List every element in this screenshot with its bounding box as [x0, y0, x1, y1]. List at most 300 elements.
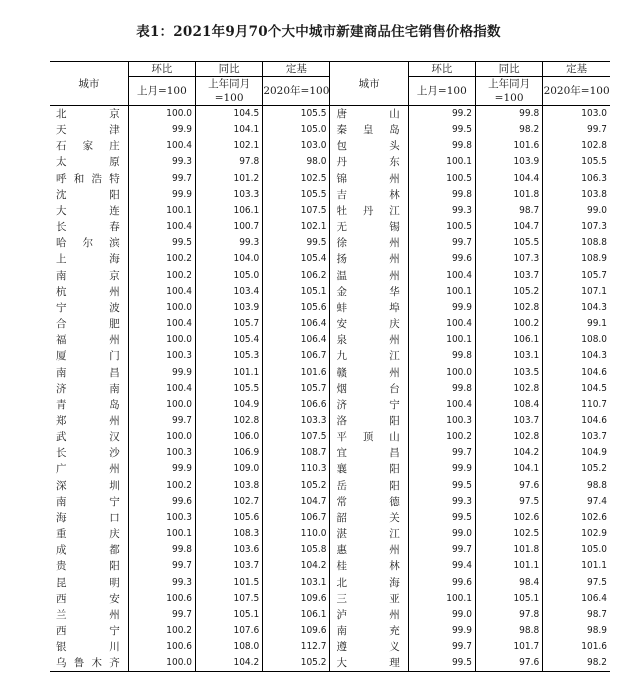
city-name: 三亚 — [330, 591, 408, 607]
mom-value: 100.1 — [408, 332, 475, 348]
fixed-value: 107.5 — [263, 203, 330, 219]
mom-value: 99.3 — [408, 494, 475, 510]
yoy-header-right: 同比 — [475, 62, 542, 77]
yoy-value: 103.4 — [196, 284, 263, 300]
mom-value: 99.4 — [408, 558, 475, 574]
fixed-header-left: 定基 — [263, 62, 330, 77]
mom-value: 99.7 — [128, 171, 195, 187]
city-name: 丹东 — [330, 154, 408, 170]
city-name: 重庆 — [56, 528, 120, 541]
fixed-value: 106.6 — [263, 397, 330, 413]
fixed-value: 103.1 — [263, 575, 330, 591]
city-name: 秦皇岛 — [330, 122, 408, 138]
fixed-value: 104.6 — [543, 413, 610, 429]
fixed-value: 107.1 — [543, 284, 610, 300]
fixed-value: 101.6 — [543, 639, 610, 655]
city-name: 牡丹江 — [330, 203, 408, 219]
mom-value: 100.4 — [128, 219, 195, 235]
fixed-value: 110.7 — [543, 397, 610, 413]
fixed-base-left: 2020年=100 — [263, 77, 330, 106]
table-row — [50, 542, 610, 558]
city-name: 南昌 — [56, 366, 120, 379]
table-row — [50, 639, 610, 655]
yoy-value: 105.5 — [196, 381, 263, 397]
table-row — [50, 171, 610, 187]
yoy-value: 102.8 — [196, 413, 263, 429]
city-name: 烟台 — [330, 381, 408, 397]
mom-value: 100.4 — [128, 284, 195, 300]
table-row — [50, 575, 610, 591]
fixed-value: 107.3 — [543, 219, 610, 235]
mom-base-left: 上月=100 — [128, 77, 195, 106]
yoy-value: 106.1 — [196, 203, 263, 219]
city-name: 湛江 — [330, 526, 408, 542]
city-name: 赣州 — [330, 365, 408, 381]
yoy-value: 105.1 — [196, 607, 263, 623]
yoy-value: 104.2 — [196, 655, 263, 672]
mom-value: 100.4 — [408, 397, 475, 413]
city-name: 天津 — [56, 124, 120, 137]
mom-value: 99.8 — [408, 348, 475, 364]
fixed-value: 110.3 — [263, 461, 330, 477]
fixed-value: 101.6 — [263, 365, 330, 381]
city-name: 宜昌 — [330, 445, 408, 461]
yoy-value: 106.1 — [475, 332, 542, 348]
yoy-value: 105.7 — [196, 316, 263, 332]
city-name: 襄阳 — [330, 461, 408, 477]
mom-value: 99.7 — [408, 639, 475, 655]
mom-value: 100.0 — [128, 106, 195, 123]
mom-value: 100.2 — [128, 268, 195, 284]
mom-value: 100.0 — [128, 397, 195, 413]
city-name: 北海 — [330, 575, 408, 591]
city-header-left: 城市 — [50, 62, 128, 106]
fixed-value: 112.7 — [263, 639, 330, 655]
yoy-value: 102.7 — [196, 494, 263, 510]
mom-value: 100.0 — [128, 300, 195, 316]
city-name: 银川 — [56, 641, 120, 654]
table-row — [50, 284, 610, 300]
table-row — [50, 122, 610, 138]
yoy-value: 105.5 — [475, 235, 542, 251]
fixed-value: 102.5 — [263, 171, 330, 187]
mom-value: 99.9 — [128, 461, 195, 477]
city-name: 徐州 — [330, 235, 408, 251]
fixed-value: 103.0 — [543, 106, 610, 123]
city-name: 上海 — [56, 253, 120, 266]
mom-value: 99.6 — [408, 575, 475, 591]
fixed-value: 104.9 — [543, 445, 610, 461]
table-row — [50, 429, 610, 445]
city-name: 北京 — [56, 108, 120, 120]
table-row — [50, 461, 610, 477]
yoy-value: 99.8 — [475, 106, 542, 123]
table-row — [50, 268, 610, 284]
city-name: 海口 — [56, 511, 120, 524]
mom-value: 100.5 — [408, 219, 475, 235]
city-name: 九江 — [330, 348, 408, 364]
yoy-value: 107.5 — [196, 591, 263, 607]
fixed-value: 98.9 — [543, 623, 610, 639]
city-name: 厦门 — [56, 350, 120, 363]
mom-value: 100.5 — [408, 171, 475, 187]
fixed-value: 108.7 — [263, 445, 330, 461]
mom-base-right: 上月=100 — [408, 77, 475, 106]
yoy-value: 105.3 — [196, 348, 263, 364]
mom-value: 100.2 — [128, 251, 195, 267]
city-name: 岳阳 — [330, 478, 408, 494]
city-name: 无锡 — [330, 219, 408, 235]
table-row — [50, 494, 610, 510]
mom-value: 99.3 — [128, 575, 195, 591]
yoy-value: 104.9 — [196, 397, 263, 413]
city-name: 昆明 — [56, 576, 120, 589]
city-name: 南充 — [330, 623, 408, 639]
fixed-value: 98.2 — [543, 655, 610, 672]
city-name: 韶关 — [330, 510, 408, 526]
city-name: 常德 — [330, 494, 408, 510]
city-name: 西宁 — [56, 625, 120, 637]
fixed-value: 102.1 — [263, 219, 330, 235]
fixed-base-right: 2020年=100 — [543, 77, 610, 106]
yoy-value: 103.1 — [475, 348, 542, 364]
table-row — [50, 591, 610, 607]
city-name: 宁波 — [56, 301, 120, 314]
yoy-value: 103.5 — [475, 365, 542, 381]
mom-value: 100.2 — [408, 429, 475, 445]
mom-value: 99.9 — [128, 365, 195, 381]
city-name: 西安 — [56, 592, 120, 605]
yoy-value: 101.7 — [475, 639, 542, 655]
fixed-value: 106.4 — [263, 332, 330, 348]
fixed-value: 101.1 — [543, 558, 610, 574]
fixed-value: 105.7 — [263, 381, 330, 397]
yoy-value: 101.1 — [475, 558, 542, 574]
city-name: 南京 — [56, 269, 120, 282]
city-name: 蚌埠 — [330, 300, 408, 316]
table-row — [50, 526, 610, 542]
city-name: 沈阳 — [56, 188, 120, 201]
table-row — [50, 397, 610, 413]
table-row — [50, 365, 610, 381]
yoy-value: 108.3 — [196, 526, 263, 542]
table-row — [50, 187, 610, 203]
mom-value: 99.9 — [408, 623, 475, 639]
fixed-value: 105.2 — [543, 461, 610, 477]
mom-value: 99.7 — [128, 558, 195, 574]
city-name: 金华 — [330, 284, 408, 300]
yoy-value: 102.8 — [475, 381, 542, 397]
fixed-value: 106.3 — [543, 171, 610, 187]
mom-value: 100.4 — [408, 268, 475, 284]
fixed-value: 106.4 — [263, 316, 330, 332]
fixed-value: 105.4 — [263, 251, 330, 267]
city-name: 泸州 — [330, 607, 408, 623]
fixed-value: 99.0 — [543, 203, 610, 219]
city-name: 兰州 — [56, 608, 120, 621]
yoy-value: 104.1 — [196, 122, 263, 138]
city-name: 太原 — [56, 156, 120, 169]
city-name: 贵阳 — [56, 560, 120, 573]
yoy-value: 106.9 — [196, 445, 263, 461]
table-row — [50, 154, 610, 170]
mom-value: 100.4 — [128, 138, 195, 154]
yoy-value: 104.0 — [196, 251, 263, 267]
mom-value: 99.5 — [128, 235, 195, 251]
fixed-value: 107.5 — [263, 429, 330, 445]
yoy-value: 105.2 — [475, 284, 542, 300]
mom-value: 99.5 — [408, 510, 475, 526]
mom-value: 100.4 — [128, 381, 195, 397]
mom-value: 100.1 — [408, 591, 475, 607]
fixed-value: 103.0 — [263, 138, 330, 154]
yoy-value: 101.5 — [196, 575, 263, 591]
fixed-value: 103.3 — [263, 413, 330, 429]
yoy-value: 101.2 — [196, 171, 263, 187]
mom-value: 100.4 — [128, 316, 195, 332]
yoy-value: 97.8 — [196, 154, 263, 170]
city-name: 南宁 — [56, 495, 120, 508]
price-index-table — [50, 61, 610, 672]
mom-value: 99.2 — [408, 106, 475, 123]
city-name: 合肥 — [56, 318, 120, 331]
fixed-value: 98.7 — [543, 607, 610, 623]
yoy-value: 101.8 — [475, 187, 542, 203]
mom-value: 100.2 — [128, 623, 195, 639]
yoy-value: 102.8 — [475, 429, 542, 445]
fixed-value: 105.1 — [263, 284, 330, 300]
mom-value: 99.8 — [408, 138, 475, 154]
yoy-value: 102.1 — [196, 138, 263, 154]
mom-value: 99.0 — [408, 607, 475, 623]
yoy-value: 97.6 — [475, 655, 542, 672]
mom-value: 99.7 — [408, 445, 475, 461]
city-name: 呼和浩特 — [56, 172, 120, 185]
mom-value: 100.1 — [128, 526, 195, 542]
mom-value: 99.8 — [408, 381, 475, 397]
table-row — [50, 203, 610, 219]
mom-value: 99.3 — [408, 203, 475, 219]
mom-value: 100.6 — [128, 639, 195, 655]
city-name: 乌鲁木齐 — [50, 655, 128, 672]
fixed-value: 106.2 — [263, 268, 330, 284]
yoy-value: 105.0 — [196, 268, 263, 284]
yoy-value: 97.6 — [475, 478, 542, 494]
city-name: 青岛 — [56, 398, 120, 411]
fixed-value: 108.9 — [543, 251, 610, 267]
table-row — [50, 332, 610, 348]
fixed-value: 102.8 — [543, 138, 610, 154]
city-name: 锦州 — [330, 171, 408, 187]
fixed-value: 104.3 — [543, 300, 610, 316]
table-row — [50, 510, 610, 526]
yoy-value: 108.4 — [475, 397, 542, 413]
yoy-value: 98.8 — [475, 623, 542, 639]
yoy-value: 100.7 — [196, 219, 263, 235]
table-row — [50, 558, 610, 574]
fixed-value: 105.6 — [263, 300, 330, 316]
mom-header-right: 环比 — [408, 62, 475, 77]
mom-value: 100.1 — [128, 203, 195, 219]
mom-value: 99.6 — [408, 251, 475, 267]
mom-value: 99.9 — [408, 300, 475, 316]
table-row — [50, 381, 610, 397]
table-body — [50, 106, 610, 672]
city-name: 洛阳 — [330, 413, 408, 429]
city-name: 大连 — [56, 204, 120, 217]
table-row — [50, 655, 610, 672]
mom-header-left: 环比 — [128, 62, 195, 77]
table-row — [50, 106, 610, 123]
mom-value: 99.5 — [408, 478, 475, 494]
mom-value: 99.9 — [408, 461, 475, 477]
yoy-value: 100.2 — [475, 316, 542, 332]
yoy-value: 102.8 — [475, 300, 542, 316]
yoy-value: 107.3 — [475, 251, 542, 267]
table-row — [50, 623, 610, 639]
table-row — [50, 607, 610, 623]
city-name: 扬州 — [330, 251, 408, 267]
city-name: 哈尔滨 — [56, 237, 120, 250]
fixed-value: 102.6 — [543, 510, 610, 526]
yoy-value: 104.4 — [475, 171, 542, 187]
city-name: 济南 — [56, 382, 120, 395]
mom-value: 100.3 — [128, 510, 195, 526]
fixed-value: 109.6 — [263, 591, 330, 607]
yoy-base-right: 上年同月=100 — [475, 77, 542, 106]
city-name: 吉林 — [330, 187, 408, 203]
mom-value: 100.0 — [128, 332, 195, 348]
table-row — [50, 413, 610, 429]
yoy-value: 107.6 — [196, 623, 263, 639]
fixed-value: 106.7 — [263, 348, 330, 364]
city-name: 杭州 — [56, 285, 120, 298]
fixed-value: 106.1 — [263, 607, 330, 623]
mom-value: 99.7 — [408, 542, 475, 558]
fixed-header-right: 定基 — [543, 62, 610, 77]
fixed-value: 108.0 — [543, 332, 610, 348]
city-name: 安庆 — [330, 316, 408, 332]
table-row — [50, 445, 610, 461]
fixed-value: 105.5 — [263, 106, 330, 123]
table-row — [50, 348, 610, 364]
yoy-value: 103.9 — [475, 154, 542, 170]
fixed-value: 105.0 — [263, 122, 330, 138]
city-name: 石家庄 — [56, 140, 120, 153]
fixed-value: 105.2 — [263, 478, 330, 494]
table-row — [50, 251, 610, 267]
fixed-value: 105.5 — [263, 187, 330, 203]
yoy-value: 102.5 — [475, 526, 542, 542]
city-name: 深圳 — [56, 479, 120, 492]
mom-value: 99.8 — [128, 542, 195, 558]
fixed-value: 98.8 — [543, 478, 610, 494]
yoy-value: 105.6 — [196, 510, 263, 526]
yoy-value: 103.8 — [196, 478, 263, 494]
yoy-value: 105.4 — [196, 332, 263, 348]
fixed-value: 97.5 — [543, 575, 610, 591]
fixed-value: 99.7 — [543, 122, 610, 138]
table-row — [50, 478, 610, 494]
yoy-value: 101.8 — [475, 542, 542, 558]
yoy-value: 98.4 — [475, 575, 542, 591]
city-name: 广州 — [56, 463, 120, 476]
mom-value: 100.1 — [408, 284, 475, 300]
table-row — [50, 219, 610, 235]
fixed-value: 105.5 — [543, 154, 610, 170]
city-name: 大理 — [330, 655, 408, 672]
mom-value: 100.3 — [128, 348, 195, 364]
fixed-value: 105.0 — [543, 542, 610, 558]
city-name: 长沙 — [56, 447, 120, 460]
yoy-value: 103.3 — [196, 187, 263, 203]
yoy-value: 104.5 — [196, 106, 263, 123]
yoy-value: 103.7 — [196, 558, 263, 574]
mom-value: 100.1 — [408, 154, 475, 170]
city-name: 郑州 — [56, 414, 120, 427]
fixed-value: 106.7 — [263, 510, 330, 526]
yoy-value: 97.8 — [475, 607, 542, 623]
fixed-value: 105.2 — [263, 655, 330, 672]
yoy-value: 103.6 — [196, 542, 263, 558]
fixed-value: 105.7 — [543, 268, 610, 284]
fixed-value: 109.6 — [263, 623, 330, 639]
fixed-value: 99.1 — [543, 316, 610, 332]
fixed-value: 99.5 — [263, 235, 330, 251]
yoy-value: 101.1 — [196, 365, 263, 381]
mom-value: 99.7 — [128, 413, 195, 429]
mom-value: 99.5 — [408, 122, 475, 138]
mom-value: 100.6 — [128, 591, 195, 607]
city-name: 长春 — [56, 221, 120, 234]
yoy-value: 108.0 — [196, 639, 263, 655]
mom-value: 99.7 — [128, 607, 195, 623]
city-name: 泉州 — [330, 332, 408, 348]
yoy-value: 105.1 — [475, 591, 542, 607]
mom-value: 100.3 — [408, 413, 475, 429]
fixed-value: 104.3 — [543, 348, 610, 364]
city-name: 唐山 — [330, 106, 408, 123]
city-name: 惠州 — [330, 542, 408, 558]
mom-value: 99.0 — [408, 526, 475, 542]
mom-value: 99.6 — [128, 494, 195, 510]
yoy-value: 99.3 — [196, 235, 263, 251]
city-name: 武汉 — [56, 431, 120, 444]
mom-value: 100.0 — [128, 655, 195, 672]
mom-value: 100.2 — [128, 478, 195, 494]
city-name: 平顶山 — [330, 429, 408, 445]
yoy-value: 101.6 — [475, 138, 542, 154]
mom-value: 99.9 — [128, 122, 195, 138]
fixed-value: 110.0 — [263, 526, 330, 542]
fixed-value: 104.5 — [543, 381, 610, 397]
fixed-value: 98.0 — [263, 154, 330, 170]
mom-value: 99.9 — [128, 187, 195, 203]
mom-value: 100.3 — [128, 445, 195, 461]
fixed-value: 97.4 — [543, 494, 610, 510]
mom-value: 100.4 — [408, 316, 475, 332]
yoy-value: 103.7 — [475, 413, 542, 429]
fixed-value: 104.6 — [543, 365, 610, 381]
mom-value: 99.5 — [408, 655, 475, 672]
city-name: 遵义 — [330, 639, 408, 655]
yoy-value: 102.6 — [475, 510, 542, 526]
fixed-value: 102.9 — [543, 526, 610, 542]
table-row — [50, 300, 610, 316]
city-name: 济宁 — [330, 397, 408, 413]
table-row — [50, 235, 610, 251]
city-name: 桂林 — [330, 558, 408, 574]
